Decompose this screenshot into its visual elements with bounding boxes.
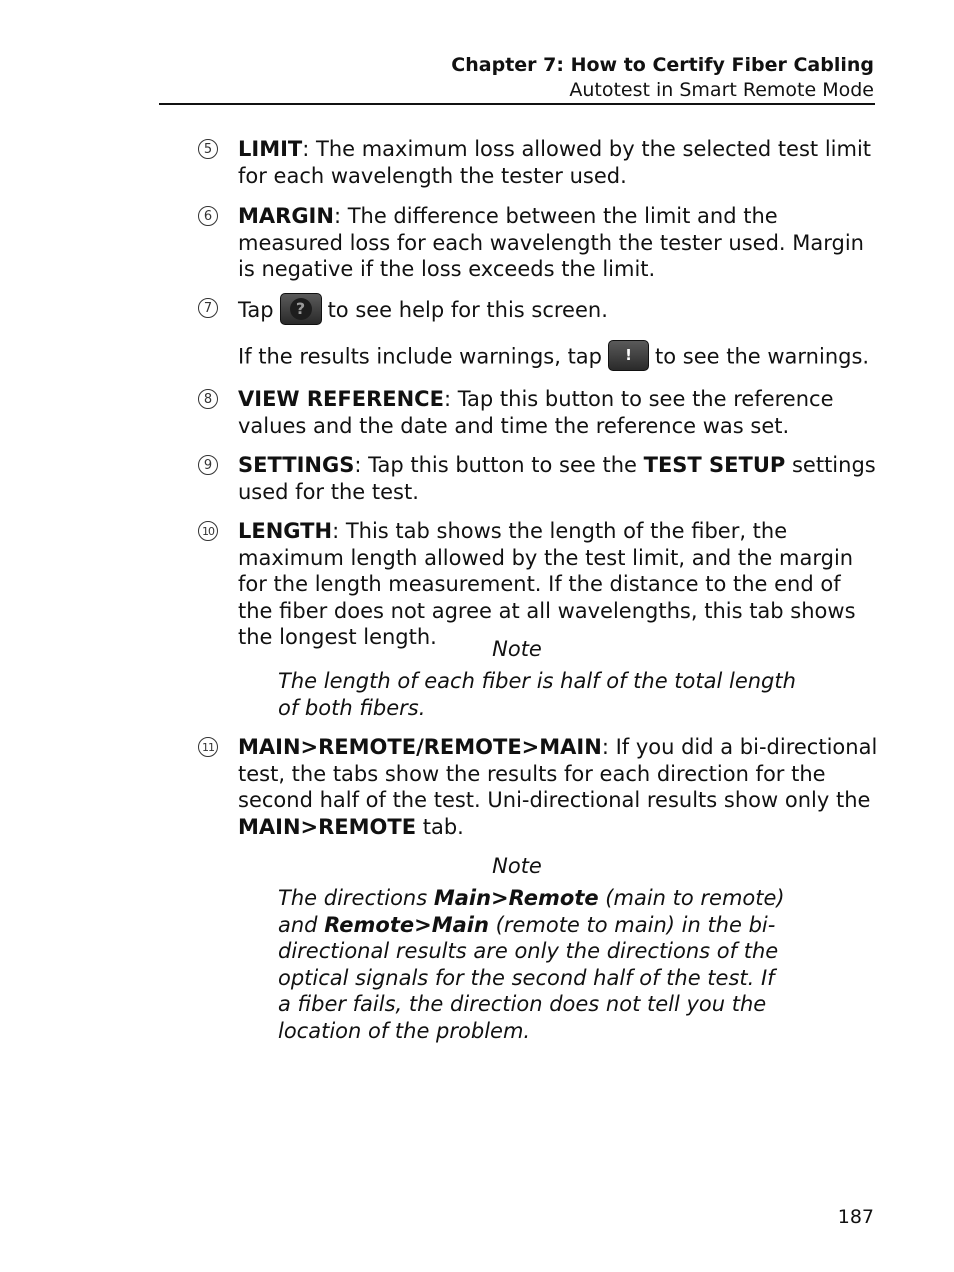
note-text: (remote to main) in the bi-directional results are only the directions of the optical signals for the second half of the test. If a fiber fails, the direction does not tell you the location of the problem.	[278, 912, 779, 1043]
chapter-title: Chapter 7: How to Certify Fiber Cabling	[451, 54, 874, 76]
note-text: (main to remote) and	[278, 886, 785, 937]
help-text: to see help for this screen.	[327, 298, 608, 322]
note-body	[278, 885, 788, 1044]
note-bold: Remote>Main	[324, 912, 489, 937]
term: MARGIN	[238, 204, 334, 228]
term: LIMIT	[238, 137, 303, 161]
description-b: settings used for the test.	[238, 453, 876, 504]
callout-number: 6	[198, 206, 218, 226]
description-a: : Tap this button to see the	[354, 453, 644, 477]
term: LENGTH	[238, 519, 333, 543]
term-2: TEST SETUP	[643, 453, 786, 477]
note-title: Note	[492, 854, 542, 878]
warn-text-before: If the results include warnings, tap	[238, 344, 603, 369]
list-item-help	[238, 295, 878, 327]
list-item-limit	[238, 136, 878, 189]
callout-number: 10	[198, 521, 218, 541]
list-item-settings	[238, 452, 878, 505]
callout-number: 11	[198, 737, 218, 757]
warn-text-after: to see the warnings.	[655, 344, 870, 369]
description-b: tab.	[416, 814, 464, 839]
tap-text: Tap	[238, 298, 274, 322]
page-number: 187	[837, 1206, 874, 1228]
list-item-length	[238, 518, 878, 651]
description: : The difference between the limit and the measured loss for each wavelength the tester used. Margin is negative if the loss exceeds the limit.	[238, 204, 864, 281]
callout-number: 5	[198, 139, 218, 159]
list-item-view-reference	[238, 386, 878, 439]
section-title: Autotest in Smart Remote Mode	[569, 79, 874, 101]
description: : This tab shows the length of the fiber, the maximum length allowed by the test limit, and the margin for the length measurement. If the distance to the end of the fiber does not agree at all wavelengths, this tab shows the longest length.	[238, 519, 856, 649]
term: SETTINGS	[238, 453, 355, 477]
help-icon	[280, 293, 322, 325]
note-body: The length of each fiber is half of the total length of both fibers.	[278, 669, 796, 720]
callout-number: 9	[198, 455, 218, 475]
term-2: MAIN>REMOTE	[238, 814, 417, 839]
callout-number: 8	[198, 389, 218, 409]
question-mark-icon: ?	[290, 298, 312, 320]
header-rule	[159, 103, 875, 105]
note-text: The directions	[278, 886, 434, 910]
warnings-paragraph	[238, 342, 878, 373]
list-item-margin	[238, 203, 878, 283]
list-item-direction	[238, 734, 878, 840]
term: MAIN>REMOTE/REMOTE>MAIN	[238, 735, 602, 759]
note-title: Note	[492, 637, 542, 661]
callout-number: 7	[198, 298, 218, 318]
note-bold: Main>Remote	[433, 886, 599, 910]
warning-icon: !	[608, 340, 649, 371]
running-header	[451, 53, 874, 103]
description-a: : If you did a bi-directional test, the tabs show the results for each direction for the second half of the test. Uni-directional results show only the	[238, 735, 878, 812]
description: : Tap this button to see the reference values and the date and time the reference was set.	[238, 387, 834, 438]
term: VIEW REFERENCE	[238, 387, 444, 411]
description: : The maximum loss allowed by the selected test limit for each wavelength the tester used.	[238, 137, 872, 188]
